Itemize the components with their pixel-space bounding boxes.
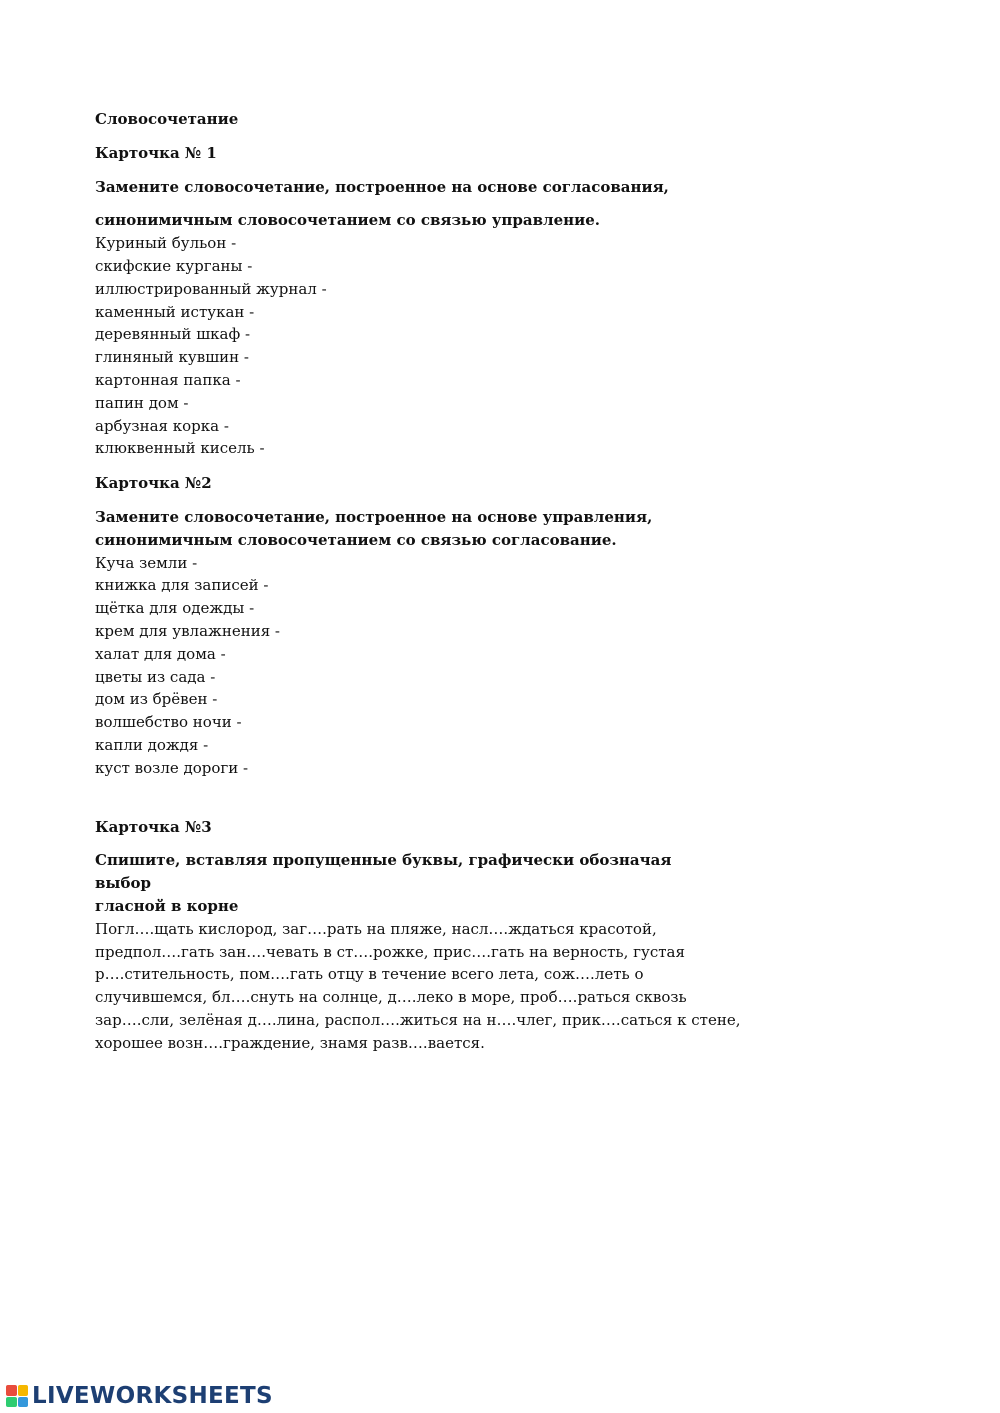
card-3-task-line-1: Спишите, вставляя пропущенные буквы, графически обозначая выбор — [95, 851, 672, 893]
text-line: Погл….щать кислород, заг….рать на пляже, насл….ждаться красотой, — [95, 919, 657, 938]
list-item: волшебство ночи - — [95, 713, 242, 732]
list-item: Куча земли - — [95, 553, 198, 572]
logo-square-icon — [18, 1385, 29, 1396]
card-3 — [95, 816, 741, 1055]
text-line: зар….сли, зелёная д….лина, распол….житься на н….члег, прик….саться к стене, — [95, 1010, 741, 1029]
card-1-phrase-list — [95, 232, 715, 460]
card-3-task-line-2: гласной в корне — [95, 896, 239, 915]
liveworksheets-logo-icon — [6, 1385, 28, 1407]
list-item: арбузная корка - — [95, 416, 229, 435]
list-item: халат для дома - — [95, 644, 226, 663]
list-item: куст возле дороги - — [95, 758, 249, 777]
card-1-task-line-2: синонимичным словосочетанием со связью управление. — [95, 211, 601, 230]
card-3-heading: Карточка №3 — [95, 817, 212, 836]
list-item: глиняный кувшин - — [95, 348, 249, 367]
list-item: щётка для одежды - — [95, 599, 255, 618]
card-2 — [95, 472, 715, 779]
text-line: р….стительность, пом….гать отцу в течение всего лета, сож….леть о — [95, 965, 644, 984]
card-3-exercise-text — [95, 918, 741, 1055]
logo-square-icon — [6, 1385, 17, 1396]
card-1-heading: Карточка № 1 — [95, 143, 217, 162]
list-item: капли дождя - — [95, 735, 209, 754]
list-item: Куриный бульон - — [95, 234, 237, 253]
card-2-heading: Карточка №2 — [95, 474, 212, 493]
text-line: предпол….гать зан….чевать в ст….рожке, прис….гать на верность, густая — [95, 942, 685, 961]
list-item: деревянный шкаф - — [95, 325, 251, 344]
list-item: клюквенный кисель - — [95, 439, 265, 458]
card-1 — [95, 142, 715, 460]
list-item: каменный истукан - — [95, 302, 255, 321]
liveworksheets-logo[interactable] — [6, 1381, 273, 1411]
logo-square-icon — [6, 1397, 17, 1408]
list-item: дом из брёвен - — [95, 690, 218, 709]
list-item: цветы из сада - — [95, 667, 216, 686]
liveworksheets-brand-text: LIVEWORKSHEETS — [32, 1383, 273, 1409]
list-item: крем для увлажнения - — [95, 621, 280, 640]
list-item: скифские курганы - — [95, 256, 253, 275]
page-title: Словосочетание — [95, 110, 239, 128]
list-item: папин дом - — [95, 393, 189, 412]
list-item: иллюстрированный журнал - — [95, 279, 327, 298]
list-item: картонная папка - — [95, 370, 241, 389]
logo-square-icon — [18, 1397, 29, 1408]
text-line: хорошее возн….граждение, знамя разв….вается. — [95, 1033, 485, 1052]
card-2-phrase-list — [95, 552, 715, 780]
worksheet-document — [95, 108, 741, 1054]
card-2-task-line-1: Замените словосочетание, построенное на основе управления, — [95, 507, 653, 526]
list-item: книжка для записей - — [95, 576, 269, 595]
card-2-task-line-2: синонимичным словосочетанием со связью согласование. — [95, 530, 617, 549]
text-line: случившемся, бл….снуть на солнце, д….леко в море, проб….раться сквозь — [95, 988, 687, 1007]
card-1-task-line-1: Замените словосочетание, построенное на основе согласования, — [95, 177, 669, 196]
